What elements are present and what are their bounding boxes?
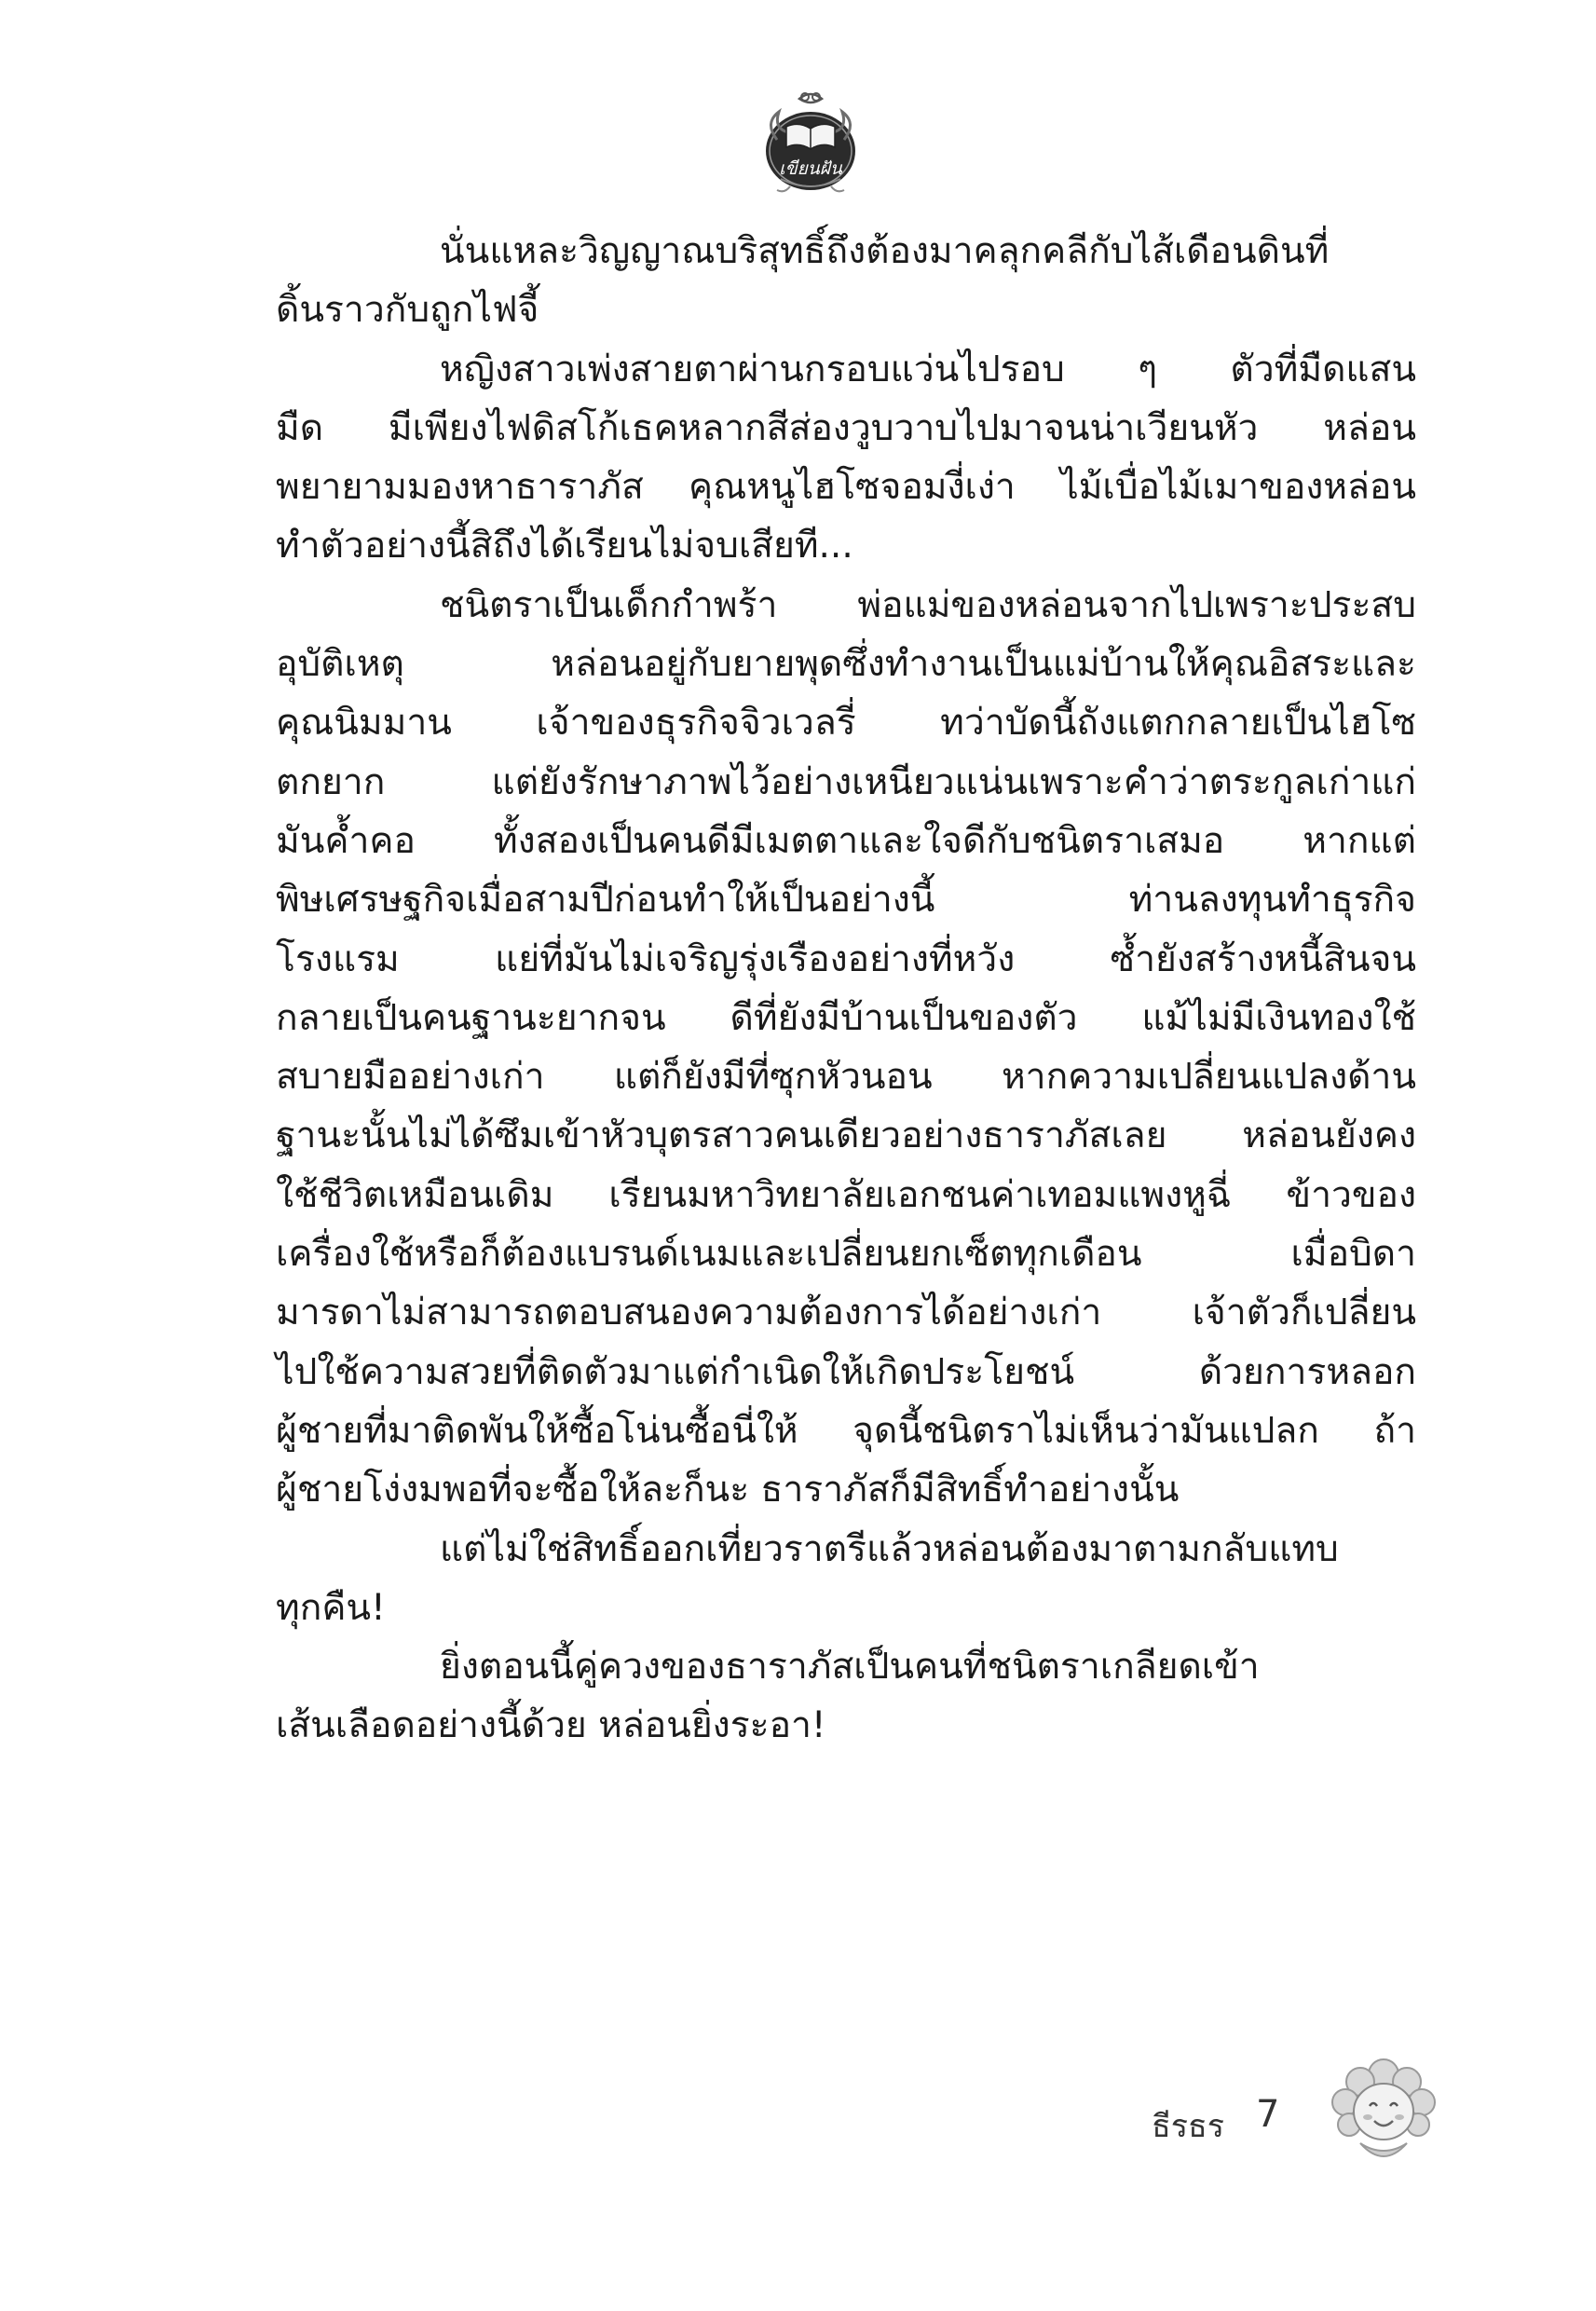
text-line: แต่ไม่ใช่สิทธิ์ออกเที่ยวราตรีแล้วหล่อนต้องมาตามกลับแทบ (440, 1527, 1339, 1570)
text-line: ตกยาก แต่ยังรักษาภาพไว้อย่างเหนียวแน่นเพราะคำว่าตระกูลเก่าแก่ (276, 760, 1416, 803)
text-line: ชนิตราเป็นเด็กกำพร้า พ่อแม่ของหล่อนจากไปเพราะประสบ (440, 583, 1416, 626)
text-line: คุณนิมมาน เจ้าของธุรกิจจิวเวลรี่ ทว่าบัดนี้ถังแตกกลายเป็นไฮโซ (276, 702, 1416, 745)
book-title: ธีรธร (1152, 2108, 1225, 2145)
text-line: เครื่องใช้หรือก็ต้องแบรนด์เนมและเปลี่ยนยกเซ็ตทุกเดือน เมื่อบิดา (276, 1233, 1416, 1276)
text-line: อุบัติเหตุ หล่อนอยู่กับยายพุดซึ่งทำงานเป็นแม่บ้านให้คุณอิสระและ (276, 643, 1416, 686)
text-line: มารดาไม่สามารถตอบสนองความต้องการได้อย่างเก่า เจ้าตัวก็เปลี่ยน (276, 1292, 1416, 1334)
emblem-caption: เขียนฝัน (779, 158, 842, 179)
text-line: พิษเศรษฐกิจเมื่อสามปีก่อนทำให้เป็นอย่างนี้ ท่านลงทุนทำธุรกิจ (276, 879, 1416, 922)
text-line: โรงแรม แย่ที่มันไม่เจริญรุ่งเรืองอย่างที่หวัง ซ้ำยังสร้างหนี้สินจน (276, 937, 1416, 980)
text-line: เส้นเลือดอย่างนี้ด้วย หล่อนยิ่งระอา! (276, 1704, 826, 1747)
text-line: พยายามมองหาธาราภัส คุณหนูไฮโซจอมงี่เง่า ไม้เบื่อไม้เมาของหล่อน (276, 466, 1416, 509)
text-line: ยิ่งตอนนี้คู่ควงของธาราภัสเป็นคนที่ชนิตราเกลียดเข้า (440, 1646, 1260, 1689)
text-line: สบายมืออย่างเก่า แต่ก็ยังมีที่ซุกหัวนอน หากความเปลี่ยนแปลงด้าน (276, 1056, 1416, 1099)
page-number: 7 (1256, 2093, 1280, 2136)
text-line: ไปใช้ความสวยที่ติดตัวมาแต่กำเนิดให้เกิดประโยชน์ ด้วยการหลอก (276, 1350, 1416, 1393)
text-line: มันค้ำคอ ทั้งสองเป็นคนดีมีเมตตาและใจดีกับชนิตราเสมอ หากแต่ (276, 819, 1416, 862)
text-line: หญิงสาวเพ่งสายตาผ่านกรอบแว่นไปรอบ ๆ ตัวที่มืดแสน (440, 348, 1416, 390)
text-line: ดิ้นราวกับถูกไฟจี้ (276, 289, 539, 332)
text-line: กลายเป็นคนฐานะยากจน ดีที่ยังมีบ้านเป็นของตัว แม้ไม่มีเงินทองใช้ (276, 996, 1416, 1039)
cartoon-mascot-icon (1323, 2046, 1444, 2177)
text-line: ใช้ชีวิตเหมือนเดิม เรียนมหาวิทยาลัยเอกชนค่าเทอมแพงหูฉี่ ข้าวของ (276, 1173, 1416, 1216)
text-line: นั่นแหละวิญญาณบริสุทธิ์ถึงต้องมาคลุกคลีกับไส้เดือนดินที่ (440, 230, 1330, 272)
text-line: ทำตัวอย่างนี้สิถึงได้เรียนไม่จบเสียที... (276, 525, 853, 567)
text-line: ผู้ชายโง่งมพอที่จะซื้อให้ละก็นะ ธาราภัสก็มีสิทธิ์ทำอย่างนั้น (276, 1469, 1180, 1511)
text-line: ทุกคืน! (276, 1586, 386, 1629)
body-text (276, 222, 1416, 1756)
text-line: ผู้ชายที่มาติดพันให้ซื้อโน่นซื้อนี่ให้ จุดนี้ชนิตราไม่เห็นว่ามันแปลก ถ้า (276, 1409, 1416, 1452)
text-line: มืด มีเพียงไฟดิสโก้เธคหลากสีส่องวูบวาบไปมาจนน่าเวียนหัว หล่อน (276, 406, 1416, 449)
text-line: ฐานะนั้นไม่ได้ซึมเข้าหัวบุตรสาวคนเดียวอย่างธาราภัสเลย หล่อนยังคง (276, 1114, 1416, 1157)
